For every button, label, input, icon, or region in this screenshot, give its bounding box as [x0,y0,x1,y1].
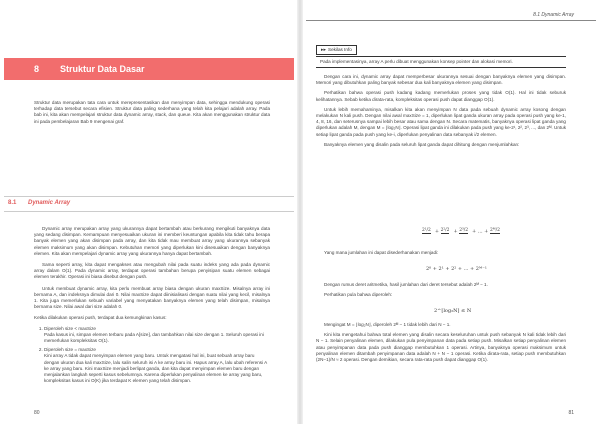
list-item [44,347,270,384]
right-body-mid2 [316,282,566,298]
case-title: Diperoleh size < maxSize [44,325,96,331]
double-arrow-icon: ▸▸ [321,47,327,53]
callout-tag [316,45,357,55]
callout-label: Sekilas Info [328,47,352,52]
fraction: 2¹/2 [422,228,431,233]
chapter-title: Struktur Data Dasar [60,64,145,74]
list-item [44,326,270,345]
page-number: 81 [568,410,574,416]
section-title: Dynamic Array [28,200,71,206]
section-heading [4,196,294,212]
case-body: Pada kasus ini, simpan elemen terbaru pada A[size], dan tambahkan nilai size dengan 1. Seluruh operasi ini memerlukan kompleksitas O(1). [44,331,264,344]
case-body: Kini array A tidak dapat menyimpan elemen yang baru. Untuk mengatasi hal ini, buat sebuah array baru dengan ukuran dua kali maxSize, lalu salin seluruh isi A ke array baru ini. Hapus array A, lalu ubah referensi A ke array yang baru. Kini maxSize menjadi berlipat ganda, dan kita dapat menyimpan elemen baru dengan menjalankan langkah seperti kasus sebelumnya. Karena diperlukan penyalinan elemen ke array yang baru, kompleksitas kasus ini O(K) jika terdapat K elemen yang telah disimpan. [44,353,267,384]
book-gutter [297,0,303,424]
fraction: 2ᴹ/2 [489,228,500,233]
right-page [306,0,596,424]
paragraph: Banyaknya elemen yang disalin pada seluruh lipat ganda dapat dihitung dengan menjumlahkan: [324,141,520,147]
running-head: 8.1 Dynamic Array [533,12,574,18]
case-title: Diperoleh size = maxSize [44,347,96,353]
paragraph: Mengingat M = ⌊log₂N⌋, diperoleh 2ᴹ − 1 tidak lebih dari N − 1. [324,322,451,327]
paragraph: Dynamic array merupakan array yang ukurannya dapat bertambah atau berkurang mengikuti banyaknya data yang sedang disimpan. Kemampuan menyesuaikan ukuran ini memberi keuntungan apabila kita tidak tahu berapa banyak elemen yang akan disimpan pada array, dan kita tidak mau membuat array yang ukurannya sebanyak elemen maksimum yang akan disimpan. Kebutuhan memori yang diperlukan kini disesuaikan dengan banyaknya elemen. Kita akan mempelajari dynamic array yang ukurannya hanya dapat bertambah. [34,226,270,256]
fraction: 2²/2 [440,228,450,233]
intro-paragraph: Struktur data merupakan tata cara untuk merepresentasikan dan menyimpan data, sehingga mendukung operasi terhadap data tersebut secara efisien. Struktur data paling sederhana yang telah kita pelajari adalah array. Pada bab ini, kita akan mempelajari struktur data dynamic array, stack, dan queue. Kita akan menggunakan struktur data ini pada pembelajaran Bab 9 mengenai graf. [34,100,270,124]
paragraph: Yang mana jumlahan ini dapat disederhanakan menjadi: [324,250,439,255]
left-page [4,0,294,424]
right-body-mid [316,250,566,256]
sum-expression: 2¹/2 + 2²/2 + 2³/2 + ... + 2ᴹ/2 [422,228,500,235]
section-body [34,226,270,384]
chapter-number: 8 [34,64,40,74]
right-body-bottom [316,322,566,363]
paragraph: Perhatikan bahwa operasi push kadang kadang memerlukan proses yang tidak O(1). Hal ini tidak seburuk kelihatannya. Sebab ketika dirata-rata, kompleksitas operasi push dapat dianggap O(1). [316,90,566,102]
section-number: 8.1 [8,200,17,206]
callout-body: Pada implementasinya, array A perlu dibuat menggunakan konsep pointer dan alokasi memori. [316,56,566,68]
paragraph: Kini kita mengetahui bahwa total elemen yang disalin secara keseluruhan untuk push sebanyak N kali tidak lebih dari N − 1. Selain penyalinan elemen, dilakukan pula penyimpanan data pada setiap push. Misalkan setiap penyalinan elemen atau penyimpanan data pada push dianggap membutuhkan 1 operasi. Artinya, banyaknya operasi maksimum untuk penyalinan elemen ditambah penyimpanan data adalah N + N − 1 operasi. Ketika dirata-rata, setiap push membutuhkan (2N−1)/N ≈ 2 operasi. Dengan demikian, secara rata-rata push dapat dianggap O(1). [316,332,566,363]
fraction: 2³/2 [459,228,469,233]
info-callout [316,38,566,68]
page-number: 80 [34,410,40,416]
header-rule [306,20,596,21]
case-list [34,326,270,385]
chapter-banner [4,58,294,80]
paragraph: Untuk lebih memahaminya, misalkan kita akan menyimpan N data pada sebuah dynamic array kosong dengan melakukan N kali push. Dengan nilai awal maxSize = 1, diperlukan lipat ganda ukuran array pada operasi push yang ke-1, 4, 8, 16, dan seterusnya sampai lebih besar atau sama dengan N. Secara matematis, banyaknya operasi lipat ganda yang diperlukan adalah M, dengan M = ⌊log₂N⌋. Operasi lipat ganda ini dilakukan pada push yang ke-2¹, 2², 2³, ..., dan 2ᴹ. Untuk setiap lipat ganda pada push yang ke-i, diperlukan penyalinan data sebanyak i/2 elemen. [316,106,566,137]
paragraph: Untuk membuat dynamic array, kita perlu membuat array biasa dengan ukuran maxSize. Misalnya array ini bernama A, dan indeksnya dimulai dari 0. Nilai maxSize dapat diinisialisasi dengan suatu nilai yang kecil, misalnya 1. Kita juga memerlukan sebuah variabel yang menyatakan banyaknya elemen yang telah disimpan, misalnya bernama size. Nilai awal dari size adalah 0. [34,285,270,310]
simplified-sum: 2⁰ + 2¹ + 2² + ... + 2ᴹ⁻¹ [426,266,487,272]
paragraph: Dengan rumus deret aritmetika, hasil jumlahan dari deret tersebut adalah 2ᴹ − 1. [324,282,488,287]
paragraph: Perhatikan pula bahwa diperoleh: [324,292,393,298]
paragraph: Ketika dilakukan operasi push, terdapat dua kemungkinan kasus: [34,315,167,321]
chapter-intro [34,100,270,125]
paragraph: Sama seperti array, kita dapat mengakses atau mengubah nilai pada suatu indeks yang ada pada dynamic array dalam O(1). Pada dynamic array, terdapat operasi tambahan berupa penyisipan suatu elemen sebagai elemen terakhir. Operasi ini biasa disebut dengan push. [34,262,270,280]
right-body-top [316,74,566,148]
paragraph: Dengan cara ini, dynamic array dapat memperbesar ukurannya sesuai dengan banyaknya elemen yang disimpan. Memori yang dibutuhkan paling banyak sebesar dua kali banyaknya elemen yang disimpan. [316,74,566,86]
inequality: 2^⌊log₂N⌋ ≤ N [434,308,472,314]
